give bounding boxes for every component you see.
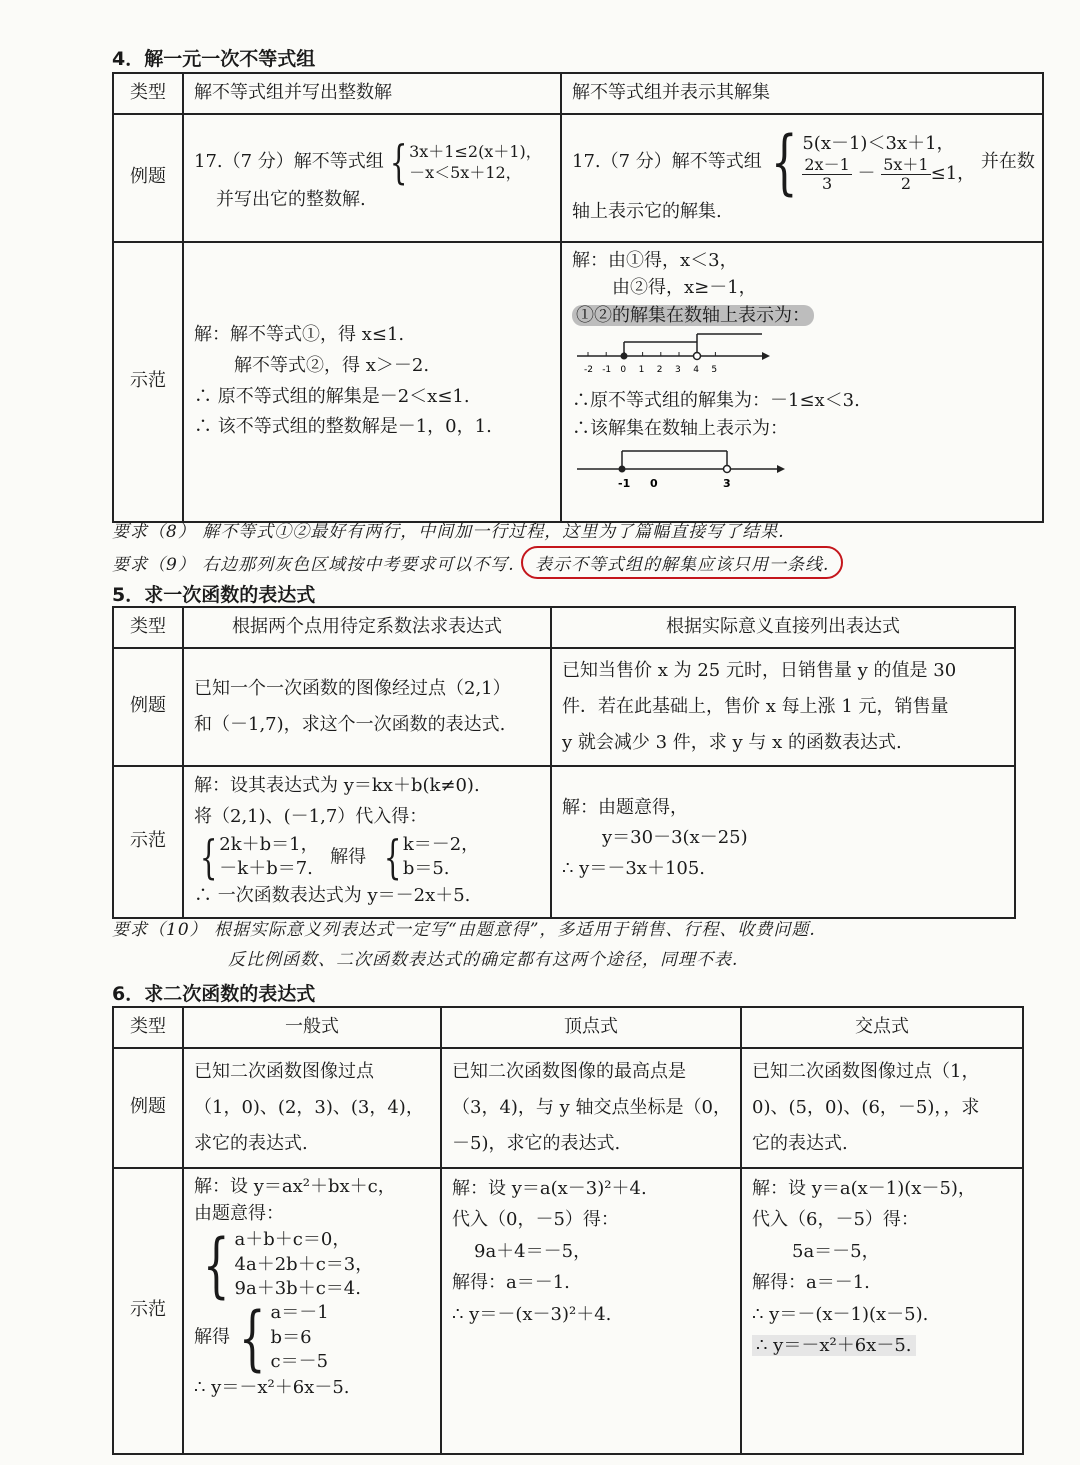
system-eq: 4a＋2b＋c＝3， [234, 1253, 374, 1275]
frac2-den: 2 [900, 173, 911, 193]
demo-b-cell [441, 1168, 741, 1454]
demo-b-line: 代入（0，－5）得： [452, 1209, 619, 1231]
example-b-eq2-tail: ≤1， [930, 163, 976, 185]
section-4-table [112, 72, 1044, 523]
demo-b-line: ∴ y＝－(x－3)²＋4. [452, 1303, 612, 1325]
solve-label: 解得 [330, 845, 367, 867]
demo-a-line-3: ∴ y＝－x²＋6x－5. [194, 1377, 350, 1399]
example-line: （1，0)、(2，3)、(3，4)， [194, 1096, 424, 1118]
demo-a-line: 解不等式②，得 x＞－2. [234, 355, 430, 376]
demo-a-line-2: 将（2,1)、(－1,7）代入得： [194, 806, 428, 827]
header-col-a: 解不等式组并写出整数解 [183, 73, 561, 114]
axis1-tick-label: 5 [711, 365, 718, 376]
demo-b-line: y＝30－3(x－25) [602, 827, 748, 849]
example-line: 已知当售价 x 为 25 元时，日销售量 y 的值是 30 [562, 659, 957, 681]
demo-b-line-4: ∴原不等式组的解集为：－1≤x＜3. [572, 390, 860, 412]
header-col-b: 根据实际意义直接列出表达式 [551, 607, 1015, 648]
demo-a-cell [183, 242, 561, 522]
axis1-tick-label: 0 [620, 365, 627, 376]
example-line: 求它的表达式. [194, 1132, 308, 1154]
header-col-b: 解不等式组并表示其解集 [561, 73, 1043, 114]
solution-system: { k＝－2， b＝5. [383, 829, 480, 884]
closed-point [619, 465, 626, 472]
row-label-demo: 示范 [113, 1168, 183, 1454]
example-a-system: { 3x＋1≤2(x＋1)， －x＜5x＋12， [389, 135, 542, 190]
demo-b-line-2: 由②得，x≥－1， [612, 277, 757, 299]
demo-b-line: 解：由题意得， [562, 796, 688, 818]
row-label-demo: 示范 [113, 766, 183, 918]
example-b-cell [561, 114, 1043, 242]
row-label-example: 例题 [113, 1048, 183, 1168]
example-b-eq1: 5(x－1)＜3x＋1， [802, 133, 955, 155]
axis2-tick-label: 3 [723, 476, 731, 490]
note-9-prefix: 要求（9） 右边那列灰色区域按中考要求可以不写. [112, 555, 515, 575]
header-col-a: 一般式 [183, 1007, 441, 1048]
demo-b-line-5: ∴该解集在数轴上表示为： [572, 418, 788, 440]
example-a-cell [183, 114, 561, 242]
demo-a-line-1: 解：设 y＝ax²＋bx＋c， [194, 1175, 396, 1197]
demo-a-line: ∴ 该不等式组的整数解是－1，0，1. [194, 416, 492, 438]
axis1-tick-label: 2 [656, 365, 663, 376]
example-line: 0)、(5，0)、(6，－5)，，求 [752, 1096, 980, 1118]
section-6-table [112, 1006, 1024, 1455]
demo-a-line-3: ∴ 一次函数表达式为 y＝－2x＋5. [194, 885, 471, 907]
open-point [694, 353, 701, 360]
example-a-suffix: 并写出它的整数解. [216, 189, 366, 211]
demo-a-line: ∴ 原不等式组的解集是－2＜x≤1. [194, 385, 470, 407]
frac2-num: 5x＋1 [883, 155, 929, 175]
section-4-heading: 4．解一元一次不等式组 [112, 48, 316, 70]
solve-label: 解得 [194, 1326, 230, 1348]
header-col-a: 根据两个点用待定系数法求表达式 [183, 607, 551, 648]
example-b-cell [441, 1048, 741, 1168]
axis2-tick-label: -1 [618, 476, 631, 490]
system-eq: b＝5. [402, 857, 450, 879]
axis1-tick-label: 4 [693, 365, 699, 376]
example-c-cell [741, 1048, 1023, 1168]
demo-b-cell [551, 766, 1015, 918]
demo-b-line: 9a＋4＝－5， [474, 1240, 592, 1262]
number-line-2 [572, 443, 792, 493]
example-a-cell [183, 648, 551, 766]
frac1-den: 3 [821, 173, 833, 193]
demo-b-line-1: 解：由①得，x＜3， [572, 249, 738, 271]
demo-b-line: 解：设 y＝a(x－3)²＋4. [452, 1177, 647, 1199]
note-10b: 反比例函数、二次函数表达式的确定都有这两个途径，同理不表. [228, 950, 739, 970]
number-line-1 [572, 330, 772, 378]
example-line: 已知二次函数图像过点 [194, 1060, 374, 1082]
example-b-line2: 轴上表示它的解集. [572, 201, 722, 223]
section-6-heading: 6．求二次函数的表达式 [112, 983, 316, 1005]
demo-c-line: ∴ y＝－(x－1)(x－5). [752, 1303, 929, 1325]
axis1-tick-label: -2 [584, 365, 593, 376]
header-col-b: 顶点式 [441, 1007, 741, 1048]
example-line: 件．若在此基础上，售价 x 每上涨 1 元，销售量 [562, 695, 949, 717]
system-eq: 9a＋3b＋c＝4. [234, 1277, 361, 1299]
example-line: 和（－1,7)，求这个一次函数的表达式. [194, 713, 506, 735]
open-point [724, 465, 731, 472]
demo-c-highlight: ∴ y＝－x²＋6x－5. [752, 1335, 916, 1356]
solution-system: { a＝－1 b＝6 c＝－5 [238, 1296, 329, 1379]
section-5-heading: 5．求一次函数的表达式 [112, 584, 316, 606]
example-line: －5)，求它的表达式. [452, 1132, 621, 1154]
system-eq: －k＋b＝7. [219, 857, 313, 879]
demo-b-line: 解得：a＝－1. [452, 1272, 570, 1294]
example-b-minus: － [857, 163, 876, 185]
example-b-system: { 5(x－1)＜3x＋1， $\frac{2x-1}{3}$ － $\frac{5x+1}{2}$ ≤1， [770, 121, 976, 204]
note-10: 要求（10） 根据实际意义列表达式一定写“由题意得”，多适用于销售、行程、收费问题. [112, 920, 816, 940]
header-type: 类型 [113, 1007, 183, 1048]
system-eq: a＝－1 [270, 1302, 329, 1324]
axis1-tick-label: 1 [638, 365, 645, 376]
demo-a-cell [183, 1168, 441, 1454]
example-line: 已知一个一次函数的图像经过点（2,1） [194, 677, 511, 699]
demo-c-line: 解得：a＝－1. [752, 1272, 870, 1294]
header-type: 类型 [113, 73, 183, 114]
closed-point [621, 353, 628, 360]
row-label-demo: 示范 [113, 242, 183, 522]
demo-c-line: 解：设 y＝a(x－1)(x－5)， [752, 1177, 976, 1199]
system-eq: c＝－5 [270, 1350, 329, 1372]
demo-c-line: 代入（6，－5）得： [752, 1209, 919, 1231]
example-a-eq1: 3x＋1≤2(x＋1)， [409, 141, 542, 161]
note-8: 要求（8） 解不等式①②最好有两行，中间加一行过程，这里为了篇幅直接写了结果. [112, 522, 785, 542]
system-eq: k＝－2， [402, 833, 480, 855]
example-a-cell [183, 1048, 441, 1168]
example-b-cell [551, 648, 1015, 766]
system-eq: b＝6 [270, 1326, 312, 1348]
demo-b-cell [561, 242, 1043, 522]
header-type: 类型 [113, 607, 183, 648]
section-5-table [112, 606, 1016, 919]
example-b-suffix: 并在数 [980, 151, 1035, 173]
demo-a-line: 解：解不等式①，得 x≤1. [194, 324, 405, 346]
example-line: y 就会减少 3 件，求 y 与 x 的函数表达式. [562, 731, 902, 753]
row-label-example: 例题 [113, 648, 183, 766]
equation-system: { 2k＋b＝1， －k＋b＝7. [199, 829, 319, 884]
note-9-circled: 表示不等式组的解集应该只用一条线. [521, 546, 843, 579]
axis1-tick-label: -1 [602, 365, 612, 376]
demo-a-line-2: 由题意得： [194, 1203, 284, 1225]
demo-c-cell [741, 1168, 1023, 1454]
system-eq: a＋b＋c＝0， [234, 1229, 351, 1251]
demo-c-line: 5a＝－5， [792, 1240, 880, 1262]
axis2-tick-label: 0 [650, 476, 658, 490]
note-9 [112, 546, 843, 579]
header-col-c: 交点式 [741, 1007, 1023, 1048]
demo-a-cell [183, 766, 551, 918]
row-label-example: 例题 [113, 114, 183, 242]
example-line: 它的表达式. [752, 1132, 848, 1154]
system-eq: 2k＋b＝1， [219, 833, 319, 855]
equation-system: { a＋b＋c＝0， 4a＋2b＋c＝3， 9a＋3b＋c＝4. [202, 1223, 374, 1306]
frac1-num: 2x－1 [804, 155, 850, 175]
example-b-prefix: 17.（7 分）解不等式组 [572, 151, 762, 173]
example-a-prefix: 17.（7 分）解不等式组 [194, 151, 384, 173]
demo-b-line: ∴ y＝－3x＋105. [562, 857, 706, 879]
demo-a-line-1: 解：设其表达式为 y＝kx＋b(k≠0). [194, 775, 480, 797]
example-line: 已知二次函数图像的最高点是 [452, 1060, 686, 1082]
axis1-tick-label: 3 [675, 365, 681, 376]
demo-b-highlight: ①②的解集在数轴上表示为： [572, 305, 814, 326]
example-line: 已知二次函数图像过点（1， [752, 1060, 980, 1082]
example-line: （3，4)，与 y 轴交点坐标是（0， [452, 1096, 731, 1118]
example-a-eq2: －x＜5x＋12， [409, 163, 522, 183]
